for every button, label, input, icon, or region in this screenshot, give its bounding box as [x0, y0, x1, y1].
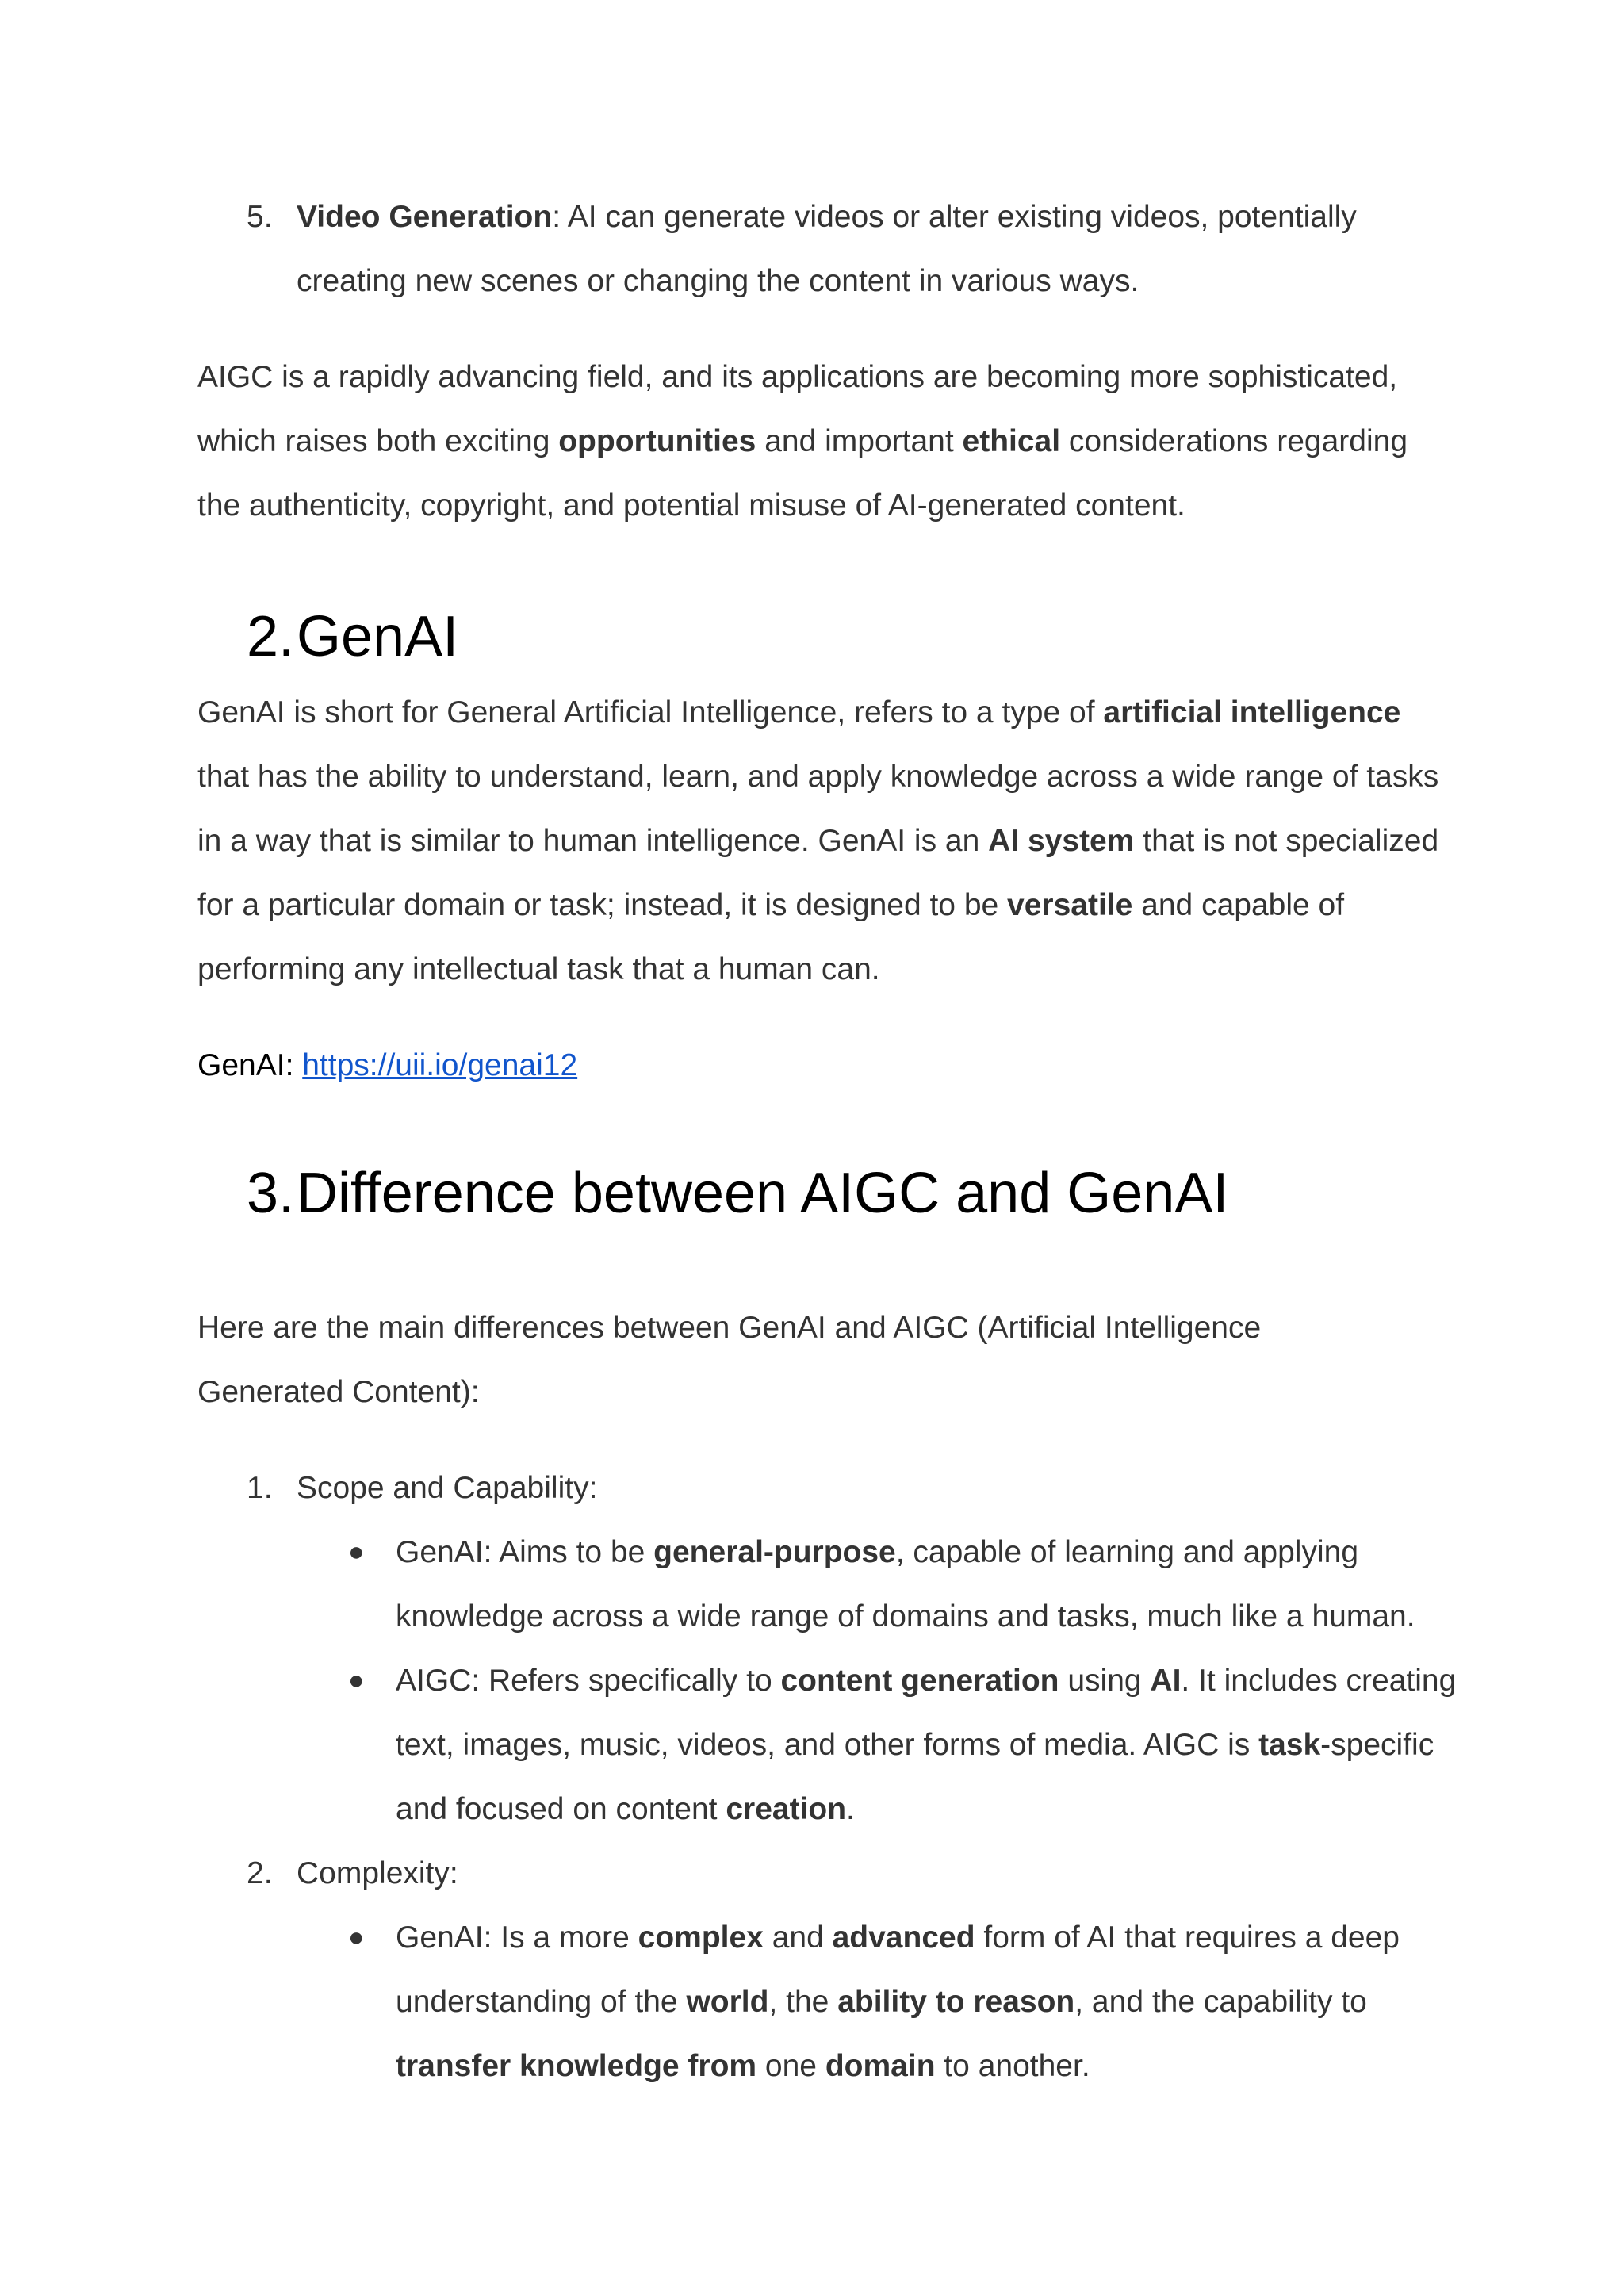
bold-term: Video Generation: [297, 200, 553, 234]
text-run: to another.: [935, 2049, 1090, 2083]
text-run: .: [846, 1792, 855, 1826]
text-run: , capable of learning and applying knowledge across a wide range of domains and tasks, much like a human.: [396, 1535, 1415, 1633]
bold-term: creation: [726, 1792, 847, 1826]
link-label: GenAI:: [197, 1048, 303, 1082]
bold-term: advanced: [832, 1921, 975, 1955]
bold-term: transfer knowledge from: [396, 2049, 757, 2083]
bold-term: complex: [638, 1921, 764, 1955]
list-number: 1.: [247, 1471, 273, 1505]
text-run: GenAI: Is a more: [396, 1921, 638, 1955]
text-run: and important: [756, 424, 963, 458]
heading-title: GenAI: [297, 605, 459, 668]
text-run: , the: [768, 1985, 838, 2019]
text-run: , and the capability to: [1074, 1985, 1367, 2019]
bullet-icon: ●: [348, 1537, 365, 1567]
list-number: 2.: [247, 1856, 273, 1890]
list-item-label: Complexity:: [297, 1856, 458, 1890]
text-run: GenAI is short for General Artificial Intelligence, refers to a type of: [197, 695, 1104, 730]
bold-term: general-purpose: [653, 1535, 896, 1569]
text-run: GenAI: Aims to be: [396, 1535, 654, 1569]
bold-term: AI: [1150, 1664, 1182, 1698]
text-run: and capable of performing any intellectual task that a human can.: [197, 888, 1345, 986]
bullet-text: [396, 1520, 1458, 1649]
list-number: 5.: [247, 200, 273, 234]
bold-term: task: [1258, 1728, 1321, 1762]
genai-definition-paragraph: [197, 680, 1450, 1001]
bullet-text: [396, 1905, 1458, 2098]
bullet-icon: ●: [348, 1665, 365, 1695]
genai-link-line: [197, 1033, 1450, 1097]
bold-term: versatile: [1007, 888, 1133, 922]
text-run: AIGC is a rapidly advancing field, and its applications are becoming more sophisticated, which raises both exciting: [197, 360, 1398, 458]
bold-term: domain: [825, 2049, 936, 2083]
text-run: considerations regarding the authenticity, copyright, and potential misuse of AI-generated content.: [197, 424, 1408, 523]
bold-term: artificial intelligence: [1103, 695, 1401, 730]
bold-term: ethical: [962, 424, 1061, 458]
bullet-icon: ●: [348, 1922, 365, 1952]
genai-link[interactable]: https://uii.io/genai12: [302, 1048, 578, 1082]
bold-term: world: [686, 1985, 769, 2019]
text-run: . It includes creating text, images, music, videos, and other forms of media. AIGC is: [396, 1664, 1457, 1762]
list-item-label: Scope and Capability:: [297, 1471, 598, 1505]
text-run: one: [756, 2049, 825, 2083]
heading-title: Difference between AIGC and GenAI: [297, 1162, 1229, 1225]
bold-term: ability to reason: [837, 1985, 1075, 2019]
bold-term: content generation: [780, 1664, 1059, 1698]
text-run: form of AI that requires a deep understanding of the: [396, 1921, 1400, 2019]
heading-number: 2.: [247, 605, 295, 668]
difference-intro-paragraph: Here are the main differences between GenAI and AIGC (Artificial Intelligence Generated Content):: [197, 1311, 1262, 1409]
aigc-summary-paragraph: [197, 345, 1450, 538]
list-item-text: [297, 185, 1454, 313]
text-run: that is not specialized for a particular domain or task; instead, it is designed to be: [197, 824, 1439, 922]
bullet-text: [396, 1649, 1458, 1841]
heading-number: 3.: [247, 1162, 295, 1225]
text-run: -specific and focused on content: [396, 1728, 1434, 1826]
list-item-rest: : AI can generate videos or alter existing videos, potentially creating new scenes or changing the content in various ways.: [297, 200, 1357, 298]
text-run: AIGC: Refers specifically to: [396, 1664, 781, 1698]
text-run: using: [1059, 1664, 1151, 1698]
bold-term: AI system: [988, 824, 1135, 858]
text-run: that has the ability to understand, learn, and apply knowledge across a wide range of tasks in a way that is similar to human intelligence. GenAI is an: [197, 760, 1439, 858]
text-run: and: [763, 1921, 833, 1955]
bold-term: opportunities: [558, 424, 756, 458]
